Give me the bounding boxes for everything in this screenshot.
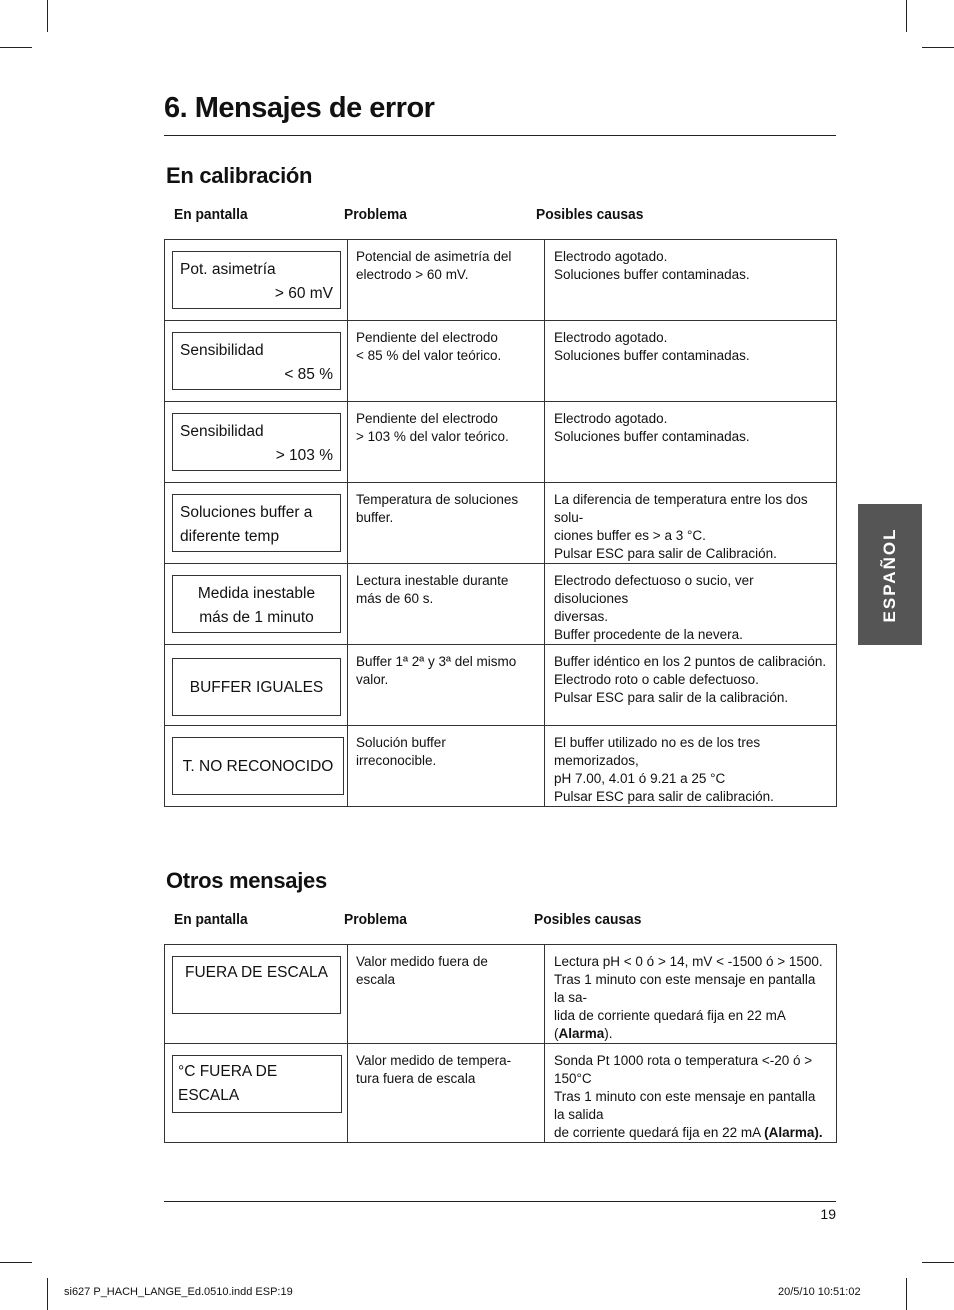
column-header-problem: Problema <box>344 206 407 223</box>
table-row <box>165 1044 837 1143</box>
display-cell <box>165 945 348 1044</box>
lcd-line-1: Sensibilidad <box>180 423 264 440</box>
page-title: 6. Mensajes de error <box>164 92 435 124</box>
column-header-causes: Posibles causas <box>534 911 642 928</box>
footer-divider <box>164 1201 836 1202</box>
table-row <box>165 564 837 645</box>
causes-cell: El buffer utilizado no es de los tres memorizados, pH 7.00, 4.01 ó 9.21 a 25 °C Pulsar ESC para salir de calibración. <box>545 726 837 807</box>
lcd-display <box>172 332 341 390</box>
lcd-display <box>172 737 344 795</box>
section-title-calibration: En calibración <box>166 163 313 188</box>
lcd-display <box>172 413 341 471</box>
table-row <box>165 945 837 1044</box>
lcd-line-1: Soluciones buffer a <box>180 504 313 521</box>
display-cell <box>165 645 348 726</box>
lcd-display <box>172 1055 342 1113</box>
crop-mark <box>906 1278 907 1310</box>
lcd-display <box>172 251 341 309</box>
causes-text: Lectura pH < 0 ó > 14, mV < -1500 ó > 1500. Tras 1 minuto con este mensaje en pantalla la sa- lida de corriente quedará fija en 22 mA ( <box>554 954 823 1041</box>
lcd-line-1: °C FUERA DE ESCALA <box>178 1063 278 1104</box>
problem-cell: Solución buffer irreconocible. <box>348 726 545 807</box>
lcd-display <box>172 575 341 633</box>
footer-timestamp: 20/5/10 10:51:02 <box>778 1286 861 1298</box>
causes-cell: Electrodo agotado. Soluciones buffer contaminadas. <box>545 402 837 483</box>
table-row <box>165 726 837 807</box>
causes-cell: Buffer idéntico en los 2 puntos de calibración. Electrodo roto o cable defectuoso. Pulsar ESC para salir de la calibración. <box>545 645 837 726</box>
display-cell <box>165 564 348 645</box>
alarm-label: (Alarma). <box>764 1125 823 1140</box>
column-header-display: En pantalla <box>174 206 248 223</box>
problem-cell: Pendiente del electrodo < 85 % del valor teórico. <box>348 321 545 402</box>
causes-text: Sonda Pt 1000 rota o temperatura <-20 ó > 150°C Tras 1 minuto con este mensaje en pantalla la salida de corriente quedará fija en 22 mA <box>554 1053 816 1140</box>
lcd-line-2: más de 1 minuto <box>199 609 314 626</box>
table-row <box>165 645 837 726</box>
crop-mark <box>0 47 32 48</box>
table-row <box>165 321 837 402</box>
display-cell <box>165 240 348 321</box>
language-tab <box>858 504 922 645</box>
language-tab-label: ESPAÑOL <box>880 527 899 622</box>
lcd-line-1: Pot. asimetría <box>180 261 276 278</box>
causes-cell <box>545 945 837 1044</box>
problem-cell: Valor medido de tempera- tura fuera de escala <box>348 1044 545 1143</box>
lcd-line-1: T. NO RECONOCIDO <box>182 758 334 775</box>
causes-cell: Electrodo agotado. Soluciones buffer contaminadas. <box>545 240 837 321</box>
other-messages-table <box>164 944 837 1143</box>
display-cell <box>165 1044 348 1143</box>
lcd-display <box>172 658 341 716</box>
problem-cell: Valor medido fuera de escala <box>348 945 545 1044</box>
column-header-causes: Posibles causas <box>536 206 644 223</box>
title-divider <box>164 135 836 136</box>
page-number: 19 <box>820 1206 836 1222</box>
column-header-problem: Problema <box>344 911 407 928</box>
display-cell <box>165 726 348 807</box>
problem-cell: Lectura inestable durante más de 60 s. <box>348 564 545 645</box>
crop-mark <box>922 47 954 48</box>
problem-cell: Pendiente del electrodo > 103 % del valor teórico. <box>348 402 545 483</box>
crop-mark <box>0 1262 32 1263</box>
lcd-line-2: > 60 mV <box>274 285 333 302</box>
causes-cell: Electrodo agotado. Soluciones buffer contaminadas. <box>545 321 837 402</box>
problem-cell: Buffer 1ª 2ª y 3ª del mismo valor. <box>348 645 545 726</box>
lcd-display <box>172 494 341 552</box>
table-row <box>165 483 837 564</box>
problem-cell: Temperatura de soluciones buffer. <box>348 483 545 564</box>
display-cell <box>165 483 348 564</box>
causes-cell <box>545 1044 837 1143</box>
column-header-display: En pantalla <box>174 911 248 928</box>
crop-mark <box>922 1262 954 1263</box>
display-cell <box>165 321 348 402</box>
footer-file-info: si627 P_HACH_LANGE_Ed.0510.indd ESP:19 <box>64 1286 293 1298</box>
lcd-line-2: diferente temp <box>180 528 280 545</box>
lcd-line-2: > 103 % <box>275 447 333 464</box>
display-cell <box>165 402 348 483</box>
alarm-label: Alarma <box>558 1026 605 1041</box>
lcd-line-2: < 85 % <box>284 366 333 383</box>
problem-cell: Potencial de asimetría del electrodo > 60 mV. <box>348 240 545 321</box>
causes-text-end: ). <box>604 1026 613 1041</box>
causes-cell: Electrodo defectuoso o sucio, ver disoluciones diversas. Buffer procedente de la nevera. <box>545 564 837 645</box>
table-row <box>165 402 837 483</box>
crop-mark <box>47 1278 48 1310</box>
lcd-line-1: Sensibilidad <box>180 342 264 359</box>
causes-cell: La diferencia de temperatura entre los dos solu- ciones buffer es > a 3 °C. Pulsar ESC para salir de Calibración. <box>545 483 837 564</box>
crop-mark <box>906 0 907 32</box>
crop-mark <box>47 0 48 32</box>
table-row <box>165 240 837 321</box>
lcd-line-1: Medida inestable <box>197 585 316 602</box>
lcd-display <box>172 956 341 1014</box>
lcd-line-1: FUERA DE ESCALA <box>185 964 328 981</box>
calibration-errors-table <box>164 239 837 807</box>
section-title-other-messages: Otros mensajes <box>166 868 327 893</box>
lcd-line-1: BUFFER IGUALES <box>189 679 324 696</box>
